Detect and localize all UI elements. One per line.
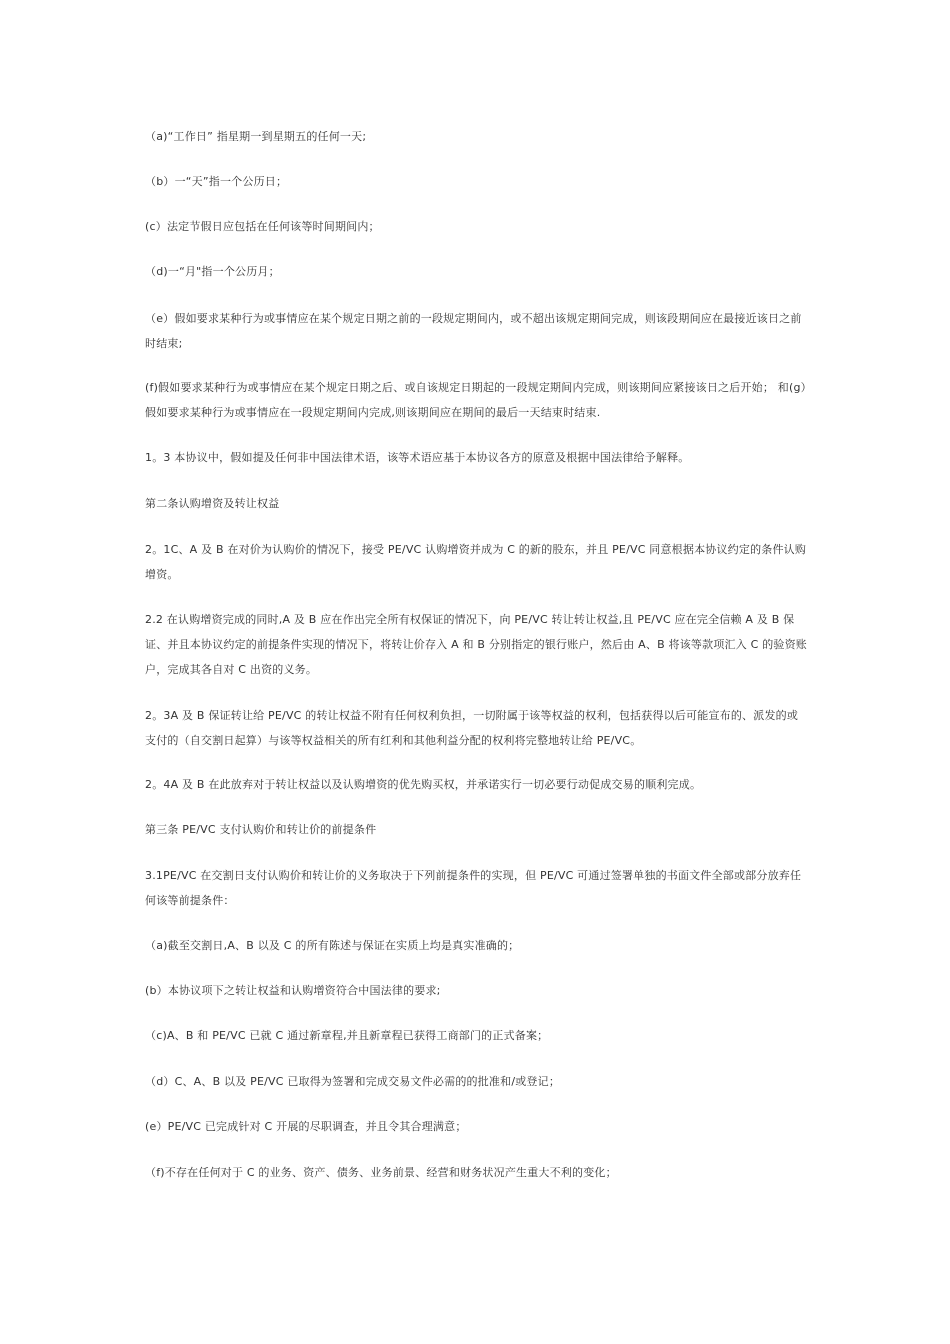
paragraph-condition-b: (b）本协议项下之转让权益和认购增资符合中国法律的要求; xyxy=(145,984,441,997)
paragraph-clause-1-3: 1。3 本协议中，假如提及任何非中国法律术语，该等术语应基于本协议各方的原意及根据中国法律给予解释。 xyxy=(145,451,690,464)
paragraph-definition-f-g: (f)假如要求某种行为或事情应在某个规定日期之后、或自该规定日期起的一段规定期间内完成，则该期间应紧接该日之后开始； 和(g）假如要求某种行为或事情应在一段规定期间内完成,则该期间应在期间的最后一天结束时结束. xyxy=(145,381,807,419)
paragraph-condition-a: （a)截至交割日,A、B 以及 C 的所有陈述与保证在实质上均是真实准确的； xyxy=(145,939,520,952)
paragraph-condition-f: （f)不存在任何对于 C 的业务、资产、债务、业务前景、经营和财务状况产生重大不利的变化； xyxy=(145,1166,617,1179)
paragraph-clause-2-4: 2。4A 及 B 在此放弃对于转让权益以及认购增资的优先购买权，并承诺实行一切必要行动促成交易的顺利完成。 xyxy=(145,778,702,791)
paragraph-definition-b: （b）一“天”指一个公历日； xyxy=(145,175,288,188)
paragraph-definition-e: （e）假如要求某种行为或事情应在某个规定日期之前的一段规定期间内，或不超出该规定期间完成，则该段期间应在最接近该日之前时结束; xyxy=(145,312,802,350)
paragraph-clause-2-2: 2.2 在认购增资完成的同时,A 及 B 应在作出完全所有权保证的情况下，向 PE/VC 转让转让权益,且 PE/VC 应在完全信赖 A 及 B 保证、并且本协议约定的前提条件实现的情况下，将转让价存入 A 和 B 分别指定的银行账户，然后由 A、B 将该等款项汇入 C 的验资账户，完成其各自对 C 出资的义务。 xyxy=(145,613,807,676)
paragraph-clause-2-3: 2。3A 及 B 保证转让给 PE/VC 的转让权益不附有任何权利负担，一切附属于该等权益的权利，包括获得以后可能宣布的、派发的或支付的（自交割日起算）与该等权益相关的所有红利和其他利益分配的权利将完整地转让给 PE/VC。 xyxy=(145,709,799,747)
section-heading-article-2: 第二条认购增资及转让权益 xyxy=(145,497,280,510)
paragraph-definition-d: （d)一“月"指一个公历月； xyxy=(145,265,280,278)
paragraph-clause-3-1: 3.1PE/VC 在交割日支付认购价和转让价的义务取决于下列前提条件的实现，但 PE/VC 可通过签署单独的书面文件全部或部分放弃任何该等前提条件： xyxy=(145,869,802,907)
paragraph-condition-d: （d）C、A、B 以及 PE/VC 已取得为签署和完成交易文件必需的的批准和/或登记； xyxy=(145,1075,561,1088)
paragraph-clause-2-1: 2。1C、A 及 B 在对价为认购价的情况下，接受 PE/VC 认购增资并成为 C 的新的股东，并且 PE/VC 同意根据本协议约定的条件认购增资。 xyxy=(145,543,807,581)
paragraph-condition-e: (e）PE/VC 已完成针对 C 开展的尽职调查，并且令其合理满意； xyxy=(145,1120,467,1133)
paragraph-definition-c: (c）法定节假日应包括在任何该等时间期间内； xyxy=(145,220,380,233)
paragraph-definition-a: （a)“工作日” 指星期一到星期五的任何一天; xyxy=(145,130,367,143)
paragraph-condition-c: （c)A、B 和 PE/VC 已就 C 通过新章程,并且新章程已获得工商部门的正式备案； xyxy=(145,1029,549,1042)
section-heading-article-3: 第三条 PE/VC 支付认购价和转让价的前提条件 xyxy=(145,823,377,836)
